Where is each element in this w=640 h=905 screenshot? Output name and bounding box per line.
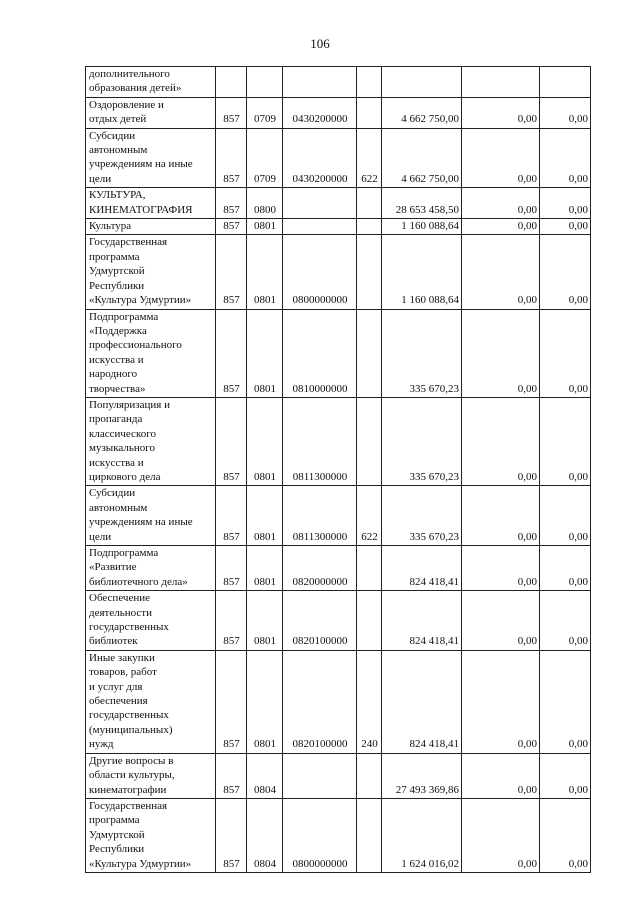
item-name-cell	[86, 798, 216, 872]
section-code-cell: 0804	[247, 753, 283, 798]
item-name-line: Государственная	[89, 799, 168, 812]
target-article-cell: 0800000000	[283, 798, 357, 872]
amount-3-cell: 0,00	[540, 650, 591, 753]
item-name-line: нужд	[89, 738, 114, 751]
amount-cell	[382, 67, 462, 98]
item-name-line: «Развитие	[89, 561, 137, 574]
item-name-cell	[86, 219, 216, 235]
amount-2-cell: 0,00	[462, 546, 540, 591]
expense-type-cell	[357, 397, 382, 485]
item-name-line: Субсидии	[89, 129, 136, 142]
item-name-cell	[86, 546, 216, 591]
item-name-cell	[86, 397, 216, 485]
table-row	[86, 128, 591, 188]
table-row	[86, 650, 591, 753]
expense-type-cell	[357, 798, 382, 872]
target-article-cell: 0820100000	[283, 591, 357, 651]
expense-type-cell	[357, 97, 382, 128]
item-name-line: автономным	[89, 501, 148, 514]
amount-2-cell: 0,00	[462, 235, 540, 309]
amount-2-cell: 0,00	[462, 219, 540, 235]
section-code-cell: 0800	[247, 188, 283, 219]
ved-cell: 857	[216, 650, 247, 753]
amount-2-cell: 0,00	[462, 486, 540, 546]
item-name-line: Культура	[89, 220, 132, 233]
section-code-cell: 0801	[247, 235, 283, 309]
item-name-line: программа	[89, 814, 140, 827]
amount-2-cell: 0,00	[462, 753, 540, 798]
item-name-line: (муниципальных)	[89, 723, 173, 736]
item-name-line: отдых детей	[89, 113, 147, 126]
item-name-line: «Культура Удмуртии»	[89, 857, 192, 870]
item-name-line: государственных	[89, 709, 169, 722]
item-name-line: Обеспечение	[89, 592, 150, 605]
amount-3-cell: 0,00	[540, 188, 591, 219]
table-row	[86, 753, 591, 798]
budget-table	[85, 66, 591, 873]
amount-cell: 335 670,23	[382, 397, 462, 485]
expense-type-cell	[357, 67, 382, 98]
amount-3-cell	[540, 67, 591, 98]
expense-type-cell	[357, 309, 382, 397]
expense-type-cell: 622	[357, 486, 382, 546]
target-article-cell: 0430200000	[283, 128, 357, 188]
amount-cell: 1 160 088,64	[382, 219, 462, 235]
item-name-line: библиотек	[89, 635, 138, 648]
item-name-line: народного	[89, 368, 138, 381]
amount-2-cell: 0,00	[462, 591, 540, 651]
item-name-line: искусства и	[89, 353, 144, 366]
item-name-line: дополнительного	[89, 68, 170, 80]
amount-3-cell: 0,00	[540, 97, 591, 128]
expense-type-cell	[357, 219, 382, 235]
section-code-cell: 0801	[247, 486, 283, 546]
amount-cell: 824 418,41	[382, 546, 462, 591]
item-name-line: государственных	[89, 621, 169, 634]
expense-type-cell: 240	[357, 650, 382, 753]
table-row	[86, 67, 591, 98]
table-row	[86, 188, 591, 219]
item-name-line: библиотечного дела»	[89, 575, 188, 588]
expense-type-cell: 622	[357, 128, 382, 188]
item-name-line: учреждениям на иные	[89, 516, 193, 529]
amount-2-cell: 0,00	[462, 97, 540, 128]
item-name-line: Оздоровление и	[89, 98, 164, 111]
target-article-cell: 0811300000	[283, 397, 357, 485]
expense-type-cell	[357, 591, 382, 651]
item-name-line: «Культура Удмуртии»	[89, 294, 192, 307]
amount-2-cell	[462, 67, 540, 98]
item-name-line: пропаганда	[89, 413, 143, 426]
section-code-cell: 0709	[247, 97, 283, 128]
ved-cell: 857	[216, 753, 247, 798]
amount-3-cell: 0,00	[540, 753, 591, 798]
ved-cell	[216, 67, 247, 98]
item-name-line: Субсидии	[89, 487, 136, 500]
item-name-line: кинематографии	[89, 783, 167, 796]
item-name-line: Подпрограмма	[89, 547, 159, 559]
amount-2-cell: 0,00	[462, 397, 540, 485]
amount-2-cell: 0,00	[462, 309, 540, 397]
item-name-line: цели	[89, 172, 112, 185]
target-article-cell: 0820000000	[283, 546, 357, 591]
ved-cell: 857	[216, 397, 247, 485]
budget-table-body	[86, 67, 591, 873]
item-name-line: КИНЕМАТОГРАФИЯ	[89, 203, 193, 216]
item-name-cell	[86, 97, 216, 128]
section-code-cell: 0801	[247, 650, 283, 753]
page-number: 106	[310, 36, 330, 51]
section-code-cell: 0709	[247, 128, 283, 188]
item-name-line: Государственная	[89, 236, 168, 249]
item-name-cell	[86, 128, 216, 188]
item-name-cell	[86, 235, 216, 309]
table-row	[86, 591, 591, 651]
ved-cell: 857	[216, 309, 247, 397]
item-name-cell	[86, 188, 216, 219]
target-article-cell	[283, 753, 357, 798]
ved-cell: 857	[216, 97, 247, 128]
item-name-line: программа	[89, 250, 140, 263]
item-name-cell	[86, 486, 216, 546]
item-name-line: профессионального	[89, 339, 182, 352]
item-name-line: обеспечения	[89, 695, 148, 708]
item-name-line: Популяризация и	[89, 398, 170, 411]
item-name-line: Республики	[89, 279, 145, 292]
item-name-line: Республики	[89, 843, 145, 856]
amount-2-cell: 0,00	[462, 128, 540, 188]
target-article-cell: 0810000000	[283, 309, 357, 397]
item-name-line: Удмуртской	[89, 828, 145, 841]
amount-2-cell: 0,00	[462, 650, 540, 753]
item-name-cell	[86, 591, 216, 651]
ved-cell: 857	[216, 591, 247, 651]
amount-3-cell: 0,00	[540, 486, 591, 546]
ved-cell: 857	[216, 486, 247, 546]
table-row	[86, 219, 591, 235]
section-code-cell: 0801	[247, 397, 283, 485]
target-article-cell: 0820100000	[283, 650, 357, 753]
section-code-cell: 0804	[247, 798, 283, 872]
amount-cell: 4 662 750,00	[382, 128, 462, 188]
target-article-cell	[283, 219, 357, 235]
item-name-line: деятельности	[89, 606, 152, 619]
item-name-cell	[86, 67, 216, 98]
expense-type-cell	[357, 753, 382, 798]
amount-2-cell: 0,00	[462, 188, 540, 219]
item-name-line: товаров, работ	[89, 666, 157, 679]
amount-cell: 1 624 016,02	[382, 798, 462, 872]
item-name-cell	[86, 753, 216, 798]
item-name-cell	[86, 650, 216, 753]
item-name-line: искусства и	[89, 456, 144, 469]
item-name-line: классического	[89, 427, 156, 440]
table-row	[86, 97, 591, 128]
item-name-line: Иные закупки	[89, 651, 155, 664]
expense-type-cell	[357, 188, 382, 219]
expense-type-cell	[357, 235, 382, 309]
section-code-cell: 0801	[247, 309, 283, 397]
ved-cell: 857	[216, 798, 247, 872]
item-name-line: циркового дела	[89, 470, 161, 483]
amount-2-cell: 0,00	[462, 798, 540, 872]
amount-cell: 335 670,23	[382, 309, 462, 397]
table-row	[86, 798, 591, 872]
ved-cell: 857	[216, 546, 247, 591]
item-name-line: Другие вопросы в	[89, 754, 174, 767]
amount-cell: 1 160 088,64	[382, 235, 462, 309]
table-row	[86, 486, 591, 546]
item-name-line: Подпрограмма	[89, 310, 159, 323]
amount-cell: 824 418,41	[382, 650, 462, 753]
amount-3-cell: 0,00	[540, 397, 591, 485]
table-row	[86, 546, 591, 591]
item-name-line: творчества»	[89, 382, 146, 395]
target-article-cell: 0811300000	[283, 486, 357, 546]
target-article-cell	[283, 188, 357, 219]
amount-3-cell: 0,00	[540, 798, 591, 872]
amount-cell: 28 653 458,50	[382, 188, 462, 219]
ved-cell: 857	[216, 219, 247, 235]
target-article-cell	[283, 67, 357, 98]
amount-cell: 27 493 369,86	[382, 753, 462, 798]
item-name-line: учреждениям на иные	[89, 158, 193, 171]
section-code-cell	[247, 67, 283, 98]
item-name-line: и услуг для	[89, 680, 143, 693]
target-article-cell: 0800000000	[283, 235, 357, 309]
amount-cell: 4 662 750,00	[382, 97, 462, 128]
item-name-line: автономным	[89, 144, 148, 157]
amount-3-cell: 0,00	[540, 128, 591, 188]
item-name-line: «Поддержка	[89, 324, 147, 337]
section-code-cell: 0801	[247, 591, 283, 651]
amount-3-cell: 0,00	[540, 546, 591, 591]
amount-3-cell: 0,00	[540, 309, 591, 397]
expense-type-cell	[357, 546, 382, 591]
item-name-cell	[86, 309, 216, 397]
table-row	[86, 309, 591, 397]
item-name-line: КУЛЬТУРА,	[89, 189, 146, 202]
item-name-line: музыкального	[89, 442, 155, 455]
item-name-line: образования детей»	[89, 82, 182, 95]
section-code-cell: 0801	[247, 546, 283, 591]
table-row	[86, 235, 591, 309]
target-article-cell: 0430200000	[283, 97, 357, 128]
amount-3-cell: 0,00	[540, 219, 591, 235]
table-row	[86, 397, 591, 485]
amount-cell: 824 418,41	[382, 591, 462, 651]
amount-3-cell: 0,00	[540, 235, 591, 309]
ved-cell: 857	[216, 128, 247, 188]
section-code-cell: 0801	[247, 219, 283, 235]
ved-cell: 857	[216, 188, 247, 219]
amount-cell: 335 670,23	[382, 486, 462, 546]
item-name-line: цели	[89, 530, 112, 543]
item-name-line: Удмуртской	[89, 265, 145, 278]
ved-cell: 857	[216, 235, 247, 309]
item-name-line: области культуры,	[89, 769, 175, 782]
amount-3-cell: 0,00	[540, 591, 591, 651]
